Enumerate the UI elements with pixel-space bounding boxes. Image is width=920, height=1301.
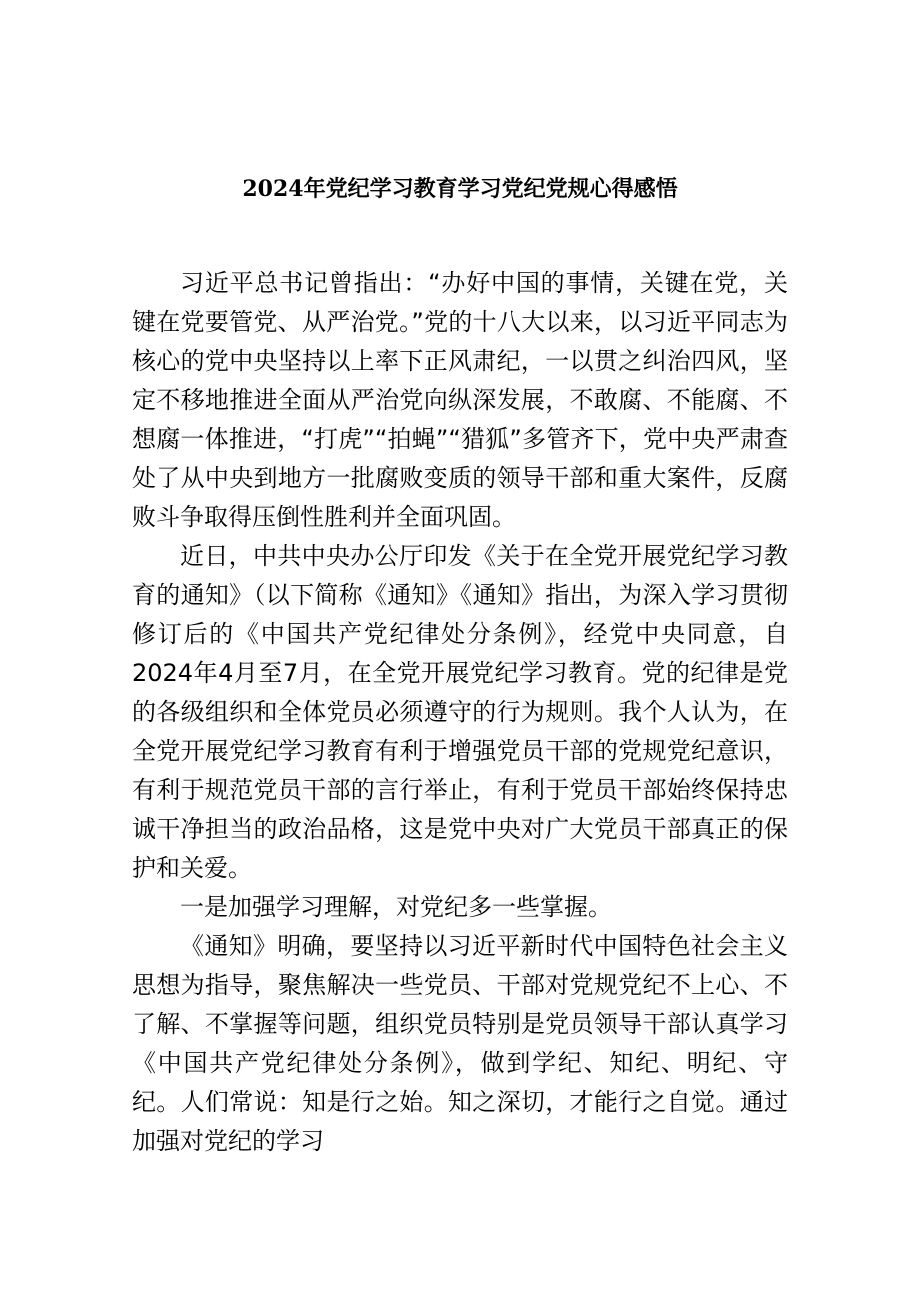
paragraph: 习近平总书记曾指出：“办好中国的事情，关键在党，关键在党要管党、从严治党。”党的十八大以来，以习近平同志为核心的党中央坚持以上率下正风肃纪，一以贯之纠治四风，坚定不移地推进全面从严治党向纵深发展，不敢腐、不能腐、不想腐一体推进，“打虎”“拍蝇”“猎狐”多管齐下，党中央严肃查处了从中央到地方一批腐败变质的领导干部和重大案件，反腐败斗争取得压倒性胜利并全面巩固。 bbox=[132, 269, 788, 531]
paragraph: 《通知》明确，要坚持以习近平新时代中国特色社会主义思想为指导，聚焦解决一些党员、干部对党规党纪不上心、不了解、不掌握等问题，组织党员特别是党员领导干部认真学习《中国共产党纪律处分条例》，做到学纪、知纪、明纪、守纪。人们常说：知是行之始。知之深切，才能行之自觉。通过加强对党纪的学习 bbox=[132, 932, 788, 1155]
document-body bbox=[132, 264, 788, 1161]
document-title: 2024年党纪学习教育学习党纪党规心得感悟 bbox=[242, 176, 678, 202]
section-heading: 一是加强学习理解，对党纪多一些掌握。 bbox=[180, 893, 612, 921]
paragraph: 近日，中共中央办公厅印发《关于在全党开展党纪学习教育的通知》（以下简称《通知》《通知》指出，为深入学习贯彻修订后的《中国共产党纪律处分条例》，经党中央同意，自2024年4月至7月，在全党开展党纪学习教育。党的纪律是党的各级组织和全体党员必须遵守的行为规则。我个人认为，在全党开展党纪学习教育有利于增强党员干部的党规党纪意识，有利于规范党员干部的言行举止，有利于党员干部始终保持忠诚干净担当的政治品格，这是党中央对广大党员干部真正的保护和关爱。 bbox=[132, 542, 788, 882]
